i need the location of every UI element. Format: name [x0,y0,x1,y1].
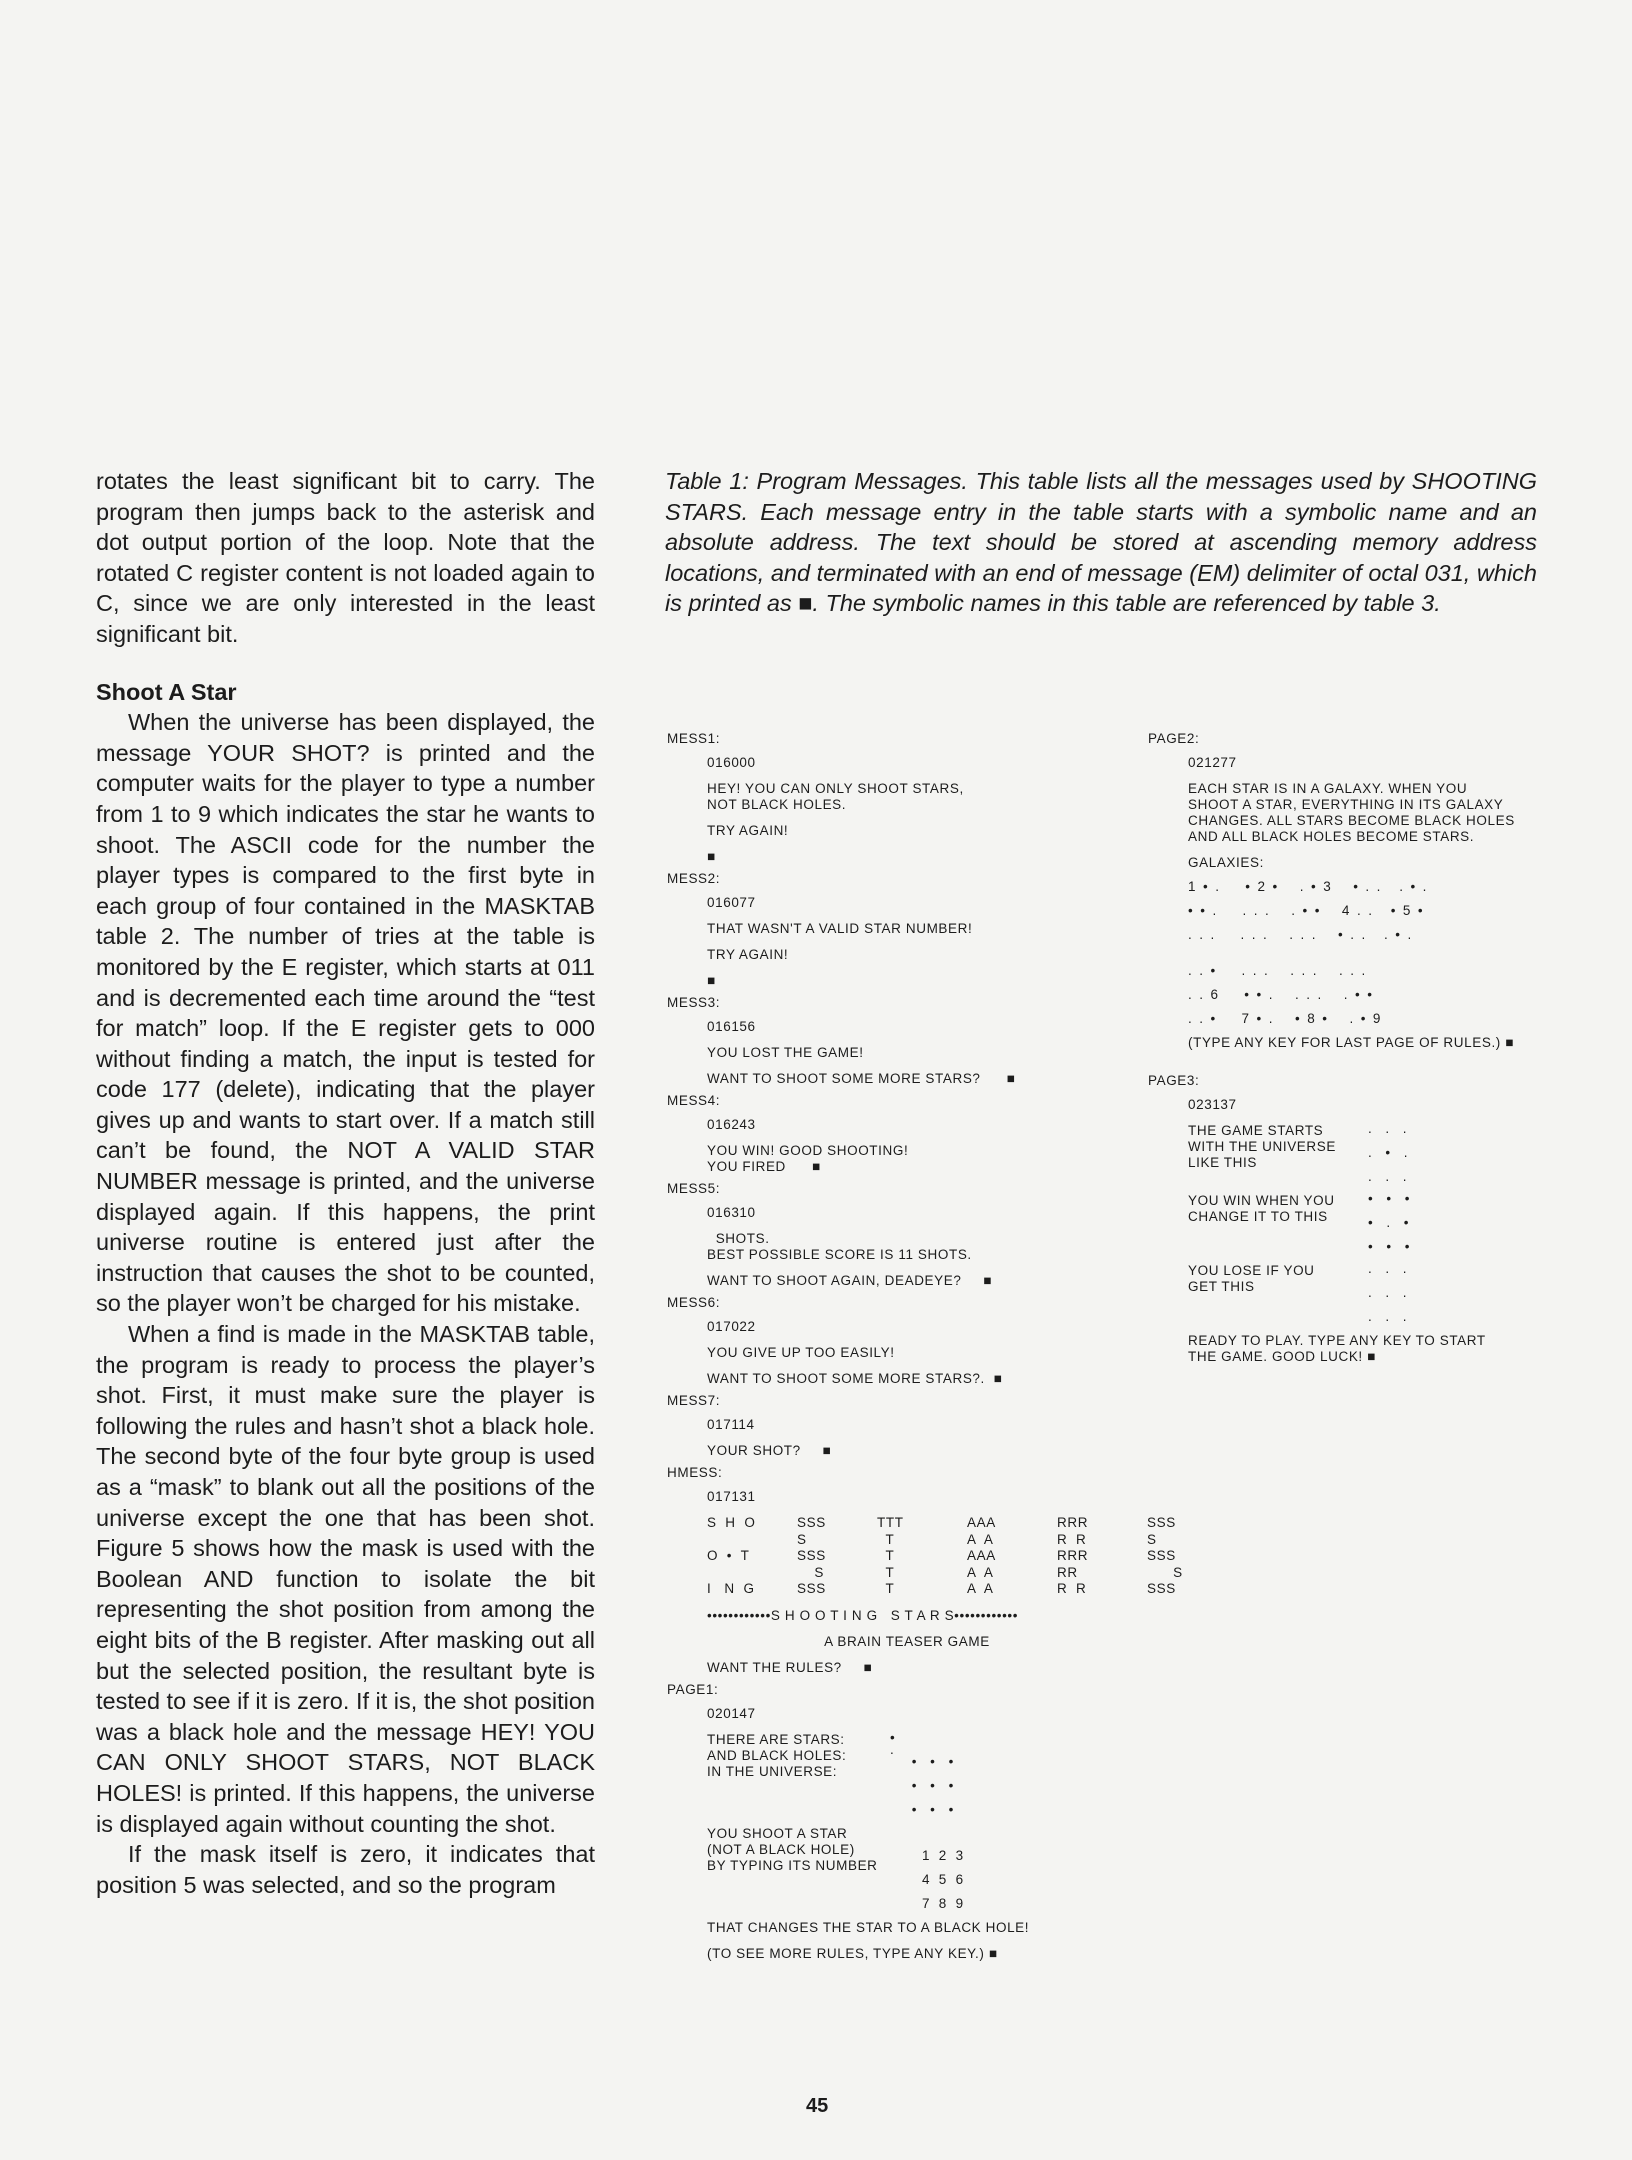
message-text: GALAXIES: [1188,855,1264,870]
banner-cell: SSS [797,1548,826,1563]
banner-cell: AAA [967,1548,996,1563]
article-paragraph: When a find is made in the MASKTAB table, the program is ready to process the player’s shot. First, it must make sure the player is following the rules and hasn’t shot a black hole. The second byte of the four byte group is used as a “mask” to blank out all the positions of the universe except the one that has been shot. Figure 5 shows how the mask is used with the Boolean AND function to isolate the bit representing the shot position from among the eight bits of the B register. After masking out all but the selected position, the resultant byte is tested to see if it is zero. If it is, the shot position was a black hole and the message HEY! YOU CAN ONLY SHOOT STARS, NOT BLACK HOLES! is printed. If this happens, the universe is displayed again without counting the shot. [96,1321,595,1837]
message-entry [667,1295,1137,1387]
message-text: YOU SHOOT A STAR (NOT A BLACK HOLE) BY TYPING ITS NUMBER [707,1825,878,1873]
message-text: READY TO PLAY. TYPE ANY KEY TO START THE GAME. GOOD LUCK! ■ [1188,1333,1486,1364]
message-text: THAT WASN'T A VALID STAR NUMBER! [707,921,973,936]
banner-cell: SSS [1147,1515,1176,1530]
banner-cell: S H O [707,1515,756,1530]
entry-label: MESS1: [667,731,721,746]
entry-address: 017022 [707,1319,756,1334]
entry-label: HMESS: [667,1465,723,1480]
entry-body [707,895,1137,989]
banner-cell: SSS [797,1581,826,1596]
banner-grid [707,1515,1183,1598]
entry-label: MESS6: [667,1295,721,1310]
message-entry [667,995,1137,1087]
message-text: ■ [707,849,716,864]
message-text: WANT THE RULES? ■ [707,1659,873,1675]
message-text: ■ [707,973,716,988]
entry-label: MESS5: [667,1181,721,1196]
entry-label: MESS3: [667,995,721,1010]
entry-body [707,755,1137,865]
entry-label: MESS4: [667,1093,721,1108]
banner-cell: S [797,1564,825,1580]
universe-diagram: . . . . . . . . . [1368,1261,1408,1324]
message-text: YOU WIN WHEN YOU CHANGE IT TO THIS [1188,1193,1335,1224]
entry-address: 016243 [707,1117,756,1132]
page-number: 45 [806,2095,829,2117]
message-text: YOUR SHOT? ■ [707,1443,832,1458]
program-messages-table-right [1148,731,1608,1371]
message-text: YOU GIVE UP TOO EASILY! [707,1345,895,1360]
banner-cell: TTT [877,1515,904,1530]
banner-cell: RR [1057,1564,1078,1580]
message-text: SHOTS. BEST POSSIBLE SCORE IS 11 SHOTS. [707,1231,972,1262]
message-entry [667,1181,1137,1289]
entry-body [707,1019,1137,1087]
message-text: WANT TO SHOOT SOME MORE STARS?. ■ [707,1371,1003,1386]
banner-cell: SSS [1147,1581,1176,1596]
message-entry [667,871,1137,989]
section-heading: Shoot A Star [96,678,237,705]
message-text: YOU LOST THE GAME! [707,1045,864,1060]
article-column [96,466,595,1900]
banner-cell: T [877,1548,895,1563]
universe-diagram: • • • • . • • • • [1368,1191,1411,1254]
banner-cell [707,1532,797,1549]
entry-body [1188,755,1608,1051]
banner-cell: RRR [1057,1515,1089,1530]
entry-body [707,1417,1137,1459]
banner-cell: A A [967,1564,994,1580]
message-entry [667,1093,1137,1175]
message-text: (TO SEE MORE RULES, TYPE ANY KEY.) ■ [707,1945,998,1961]
message-text: YOU LOSE IF YOU GET THIS [1188,1263,1315,1294]
entry-address: 023137 [1188,1097,1237,1112]
entry-label: PAGE3: [1148,1073,1200,1088]
banner-cell: A A [967,1581,994,1596]
message-text: TRY AGAIN! [707,823,789,838]
entry-label: MESS7: [667,1393,721,1408]
banner-cell: SSS [797,1515,826,1530]
universe-diagram: 1 2 3 4 5 6 7 8 9 [922,1847,964,1911]
banner-cell: SSS [1147,1548,1176,1563]
message-entry [1148,1073,1608,1365]
banner-cell: S [797,1531,807,1547]
message-text: THE GAME STARTS WITH THE UNIVERSE LIKE THIS [1188,1123,1336,1170]
message-entry [1148,731,1608,1051]
article-paragraph: rotates the least significant bit to carry. The program then jumps back to the asterisk and dot output portion of the loop. Note that the rotated C register content is not loaded again to C, since we are only interested in the least significant bit. [96,468,595,647]
table-caption: Table 1: Program Messages. This table lists all the messages used by SHOOTING STARS. Each message entry in the table starts with a symbolic name and an absolute address. The text should be stored at ascending memory address locations, and terminated with an end of message (EM) delimiter of octal 031, which is printed as ■. The symbolic names in this table are referenced by table 3. [665,468,1537,617]
banner-cell: R R [1057,1531,1087,1547]
message-subtitle: A BRAIN TEASER GAME [824,1633,990,1649]
message-split [707,1729,1137,1817]
entry-label: PAGE2: [1148,731,1200,746]
banner-cell: RRR [1057,1548,1089,1563]
entry-body [707,1489,1183,1676]
message-text: (TYPE ANY KEY FOR LAST PAGE OF RULES.) ■ [1188,1035,1514,1050]
entry-address: 016310 [707,1205,756,1220]
entry-address: 017114 [707,1417,755,1432]
message-split [1188,1193,1608,1253]
entry-address: 016077 [707,895,756,910]
entry-address: 021277 [1188,755,1237,770]
entry-body [707,1117,1137,1175]
message-entry [667,1682,1137,1962]
message-text: ••••••••••••S H O O T I N G S T A R S•••••••••••• [707,1607,1019,1623]
entry-label: PAGE1: [667,1681,719,1697]
message-split [1188,1123,1608,1183]
banner-cell: S [1147,1564,1183,1580]
banner-cell: T [877,1531,895,1547]
message-entry [667,1393,1137,1459]
banner-cell: T [877,1564,895,1580]
banner-cell: R R [1057,1581,1087,1596]
message-entry [667,731,1137,865]
entry-body [707,1319,1137,1387]
banner-cell: I N G [707,1581,755,1596]
banner-cell: A A [967,1531,994,1547]
message-split [1188,1263,1608,1323]
article-paragraph: When the universe has been displayed, the message YOUR SHOT? is printed and the computer waits for the player to type a number from 1 to 9 which indicates the star he wants to shoot. The ASCII code for the number the player types is compared to the first byte in each group of four contained in the MASKTAB table 2. The number of tries at the table is monitored by the E register, which starts at 011 and is decremented each time around the “test for match” loop. If the E register gets to 000 without finding a match, the input is tested for code 177 (delete), indicating that the player gives up and wants to start over. If a match still can’t be found, the NOT A VALID STAR NUMBER message is printed, and the universe displayed again. If this happens, the print universe routine is entered just after the instruction that causes the shot to be counted, so the player won’t be charged for his mistake. [96,709,595,1317]
message-text: WANT TO SHOOT AGAIN, DEADEYE? ■ [707,1273,992,1288]
message-entry [667,1465,1183,1676]
article-paragraph: If the mask itself is zero, it indicates that position 5 was selected, and so the program [96,1841,595,1898]
universe-diagram: . . . . • . . . . [1368,1121,1409,1184]
message-text: YOU WIN! GOOD SHOOTING! YOU FIRED ■ [707,1143,909,1174]
banner-cell: T [877,1581,895,1596]
entry-address: 016000 [707,755,756,770]
banner-cell: AAA [967,1515,996,1530]
message-text: THERE ARE STARS: AND BLACK HOLES: IN THE UNIVERSE: [707,1731,847,1779]
universe-diagram: • . • • • • • • • • • [890,1729,954,1817]
message-text: EACH STAR IS IN A GALAXY. WHEN YOU SHOOT A STAR, EVERYTHING IN ITS GALAXY CHANGES. ALL STARS BECOME BLACK HOLES AND ALL BLACK HOLES BECOME STARS. [1188,781,1515,844]
banner-cell [707,1565,797,1582]
entry-label: MESS2: [667,871,721,886]
message-text: TRY AGAIN! [707,947,789,962]
message-text: WANT TO SHOOT SOME MORE STARS? ■ [707,1071,1016,1086]
entry-address: 017131 [707,1489,756,1504]
message-split [707,1826,1137,1910]
banner-cell: O • T [707,1548,750,1563]
entry-address: 016156 [707,1019,756,1034]
message-text: 1 • . • 2 • . • 3 • . . . • . • • . . . . . • • 4 . . • 5 • . . . . . . . . . • . . . • . . . • . . . . . . . . . . . 6 • • . . . . . • • . . • 7 • . • 8 • . • 9 [1188,879,1427,1026]
message-text: THAT CHANGES THE STAR TO A BLACK HOLE! [707,1919,1030,1935]
banner-cell: S [1147,1531,1157,1547]
entry-address: 020147 [707,1705,756,1721]
entry-body [707,1205,1137,1289]
entry-body [707,1706,1137,1962]
message-text: HEY! YOU CAN ONLY SHOOT STARS, NOT BLACK HOLES. [707,781,964,812]
entry-body [1188,1097,1608,1365]
